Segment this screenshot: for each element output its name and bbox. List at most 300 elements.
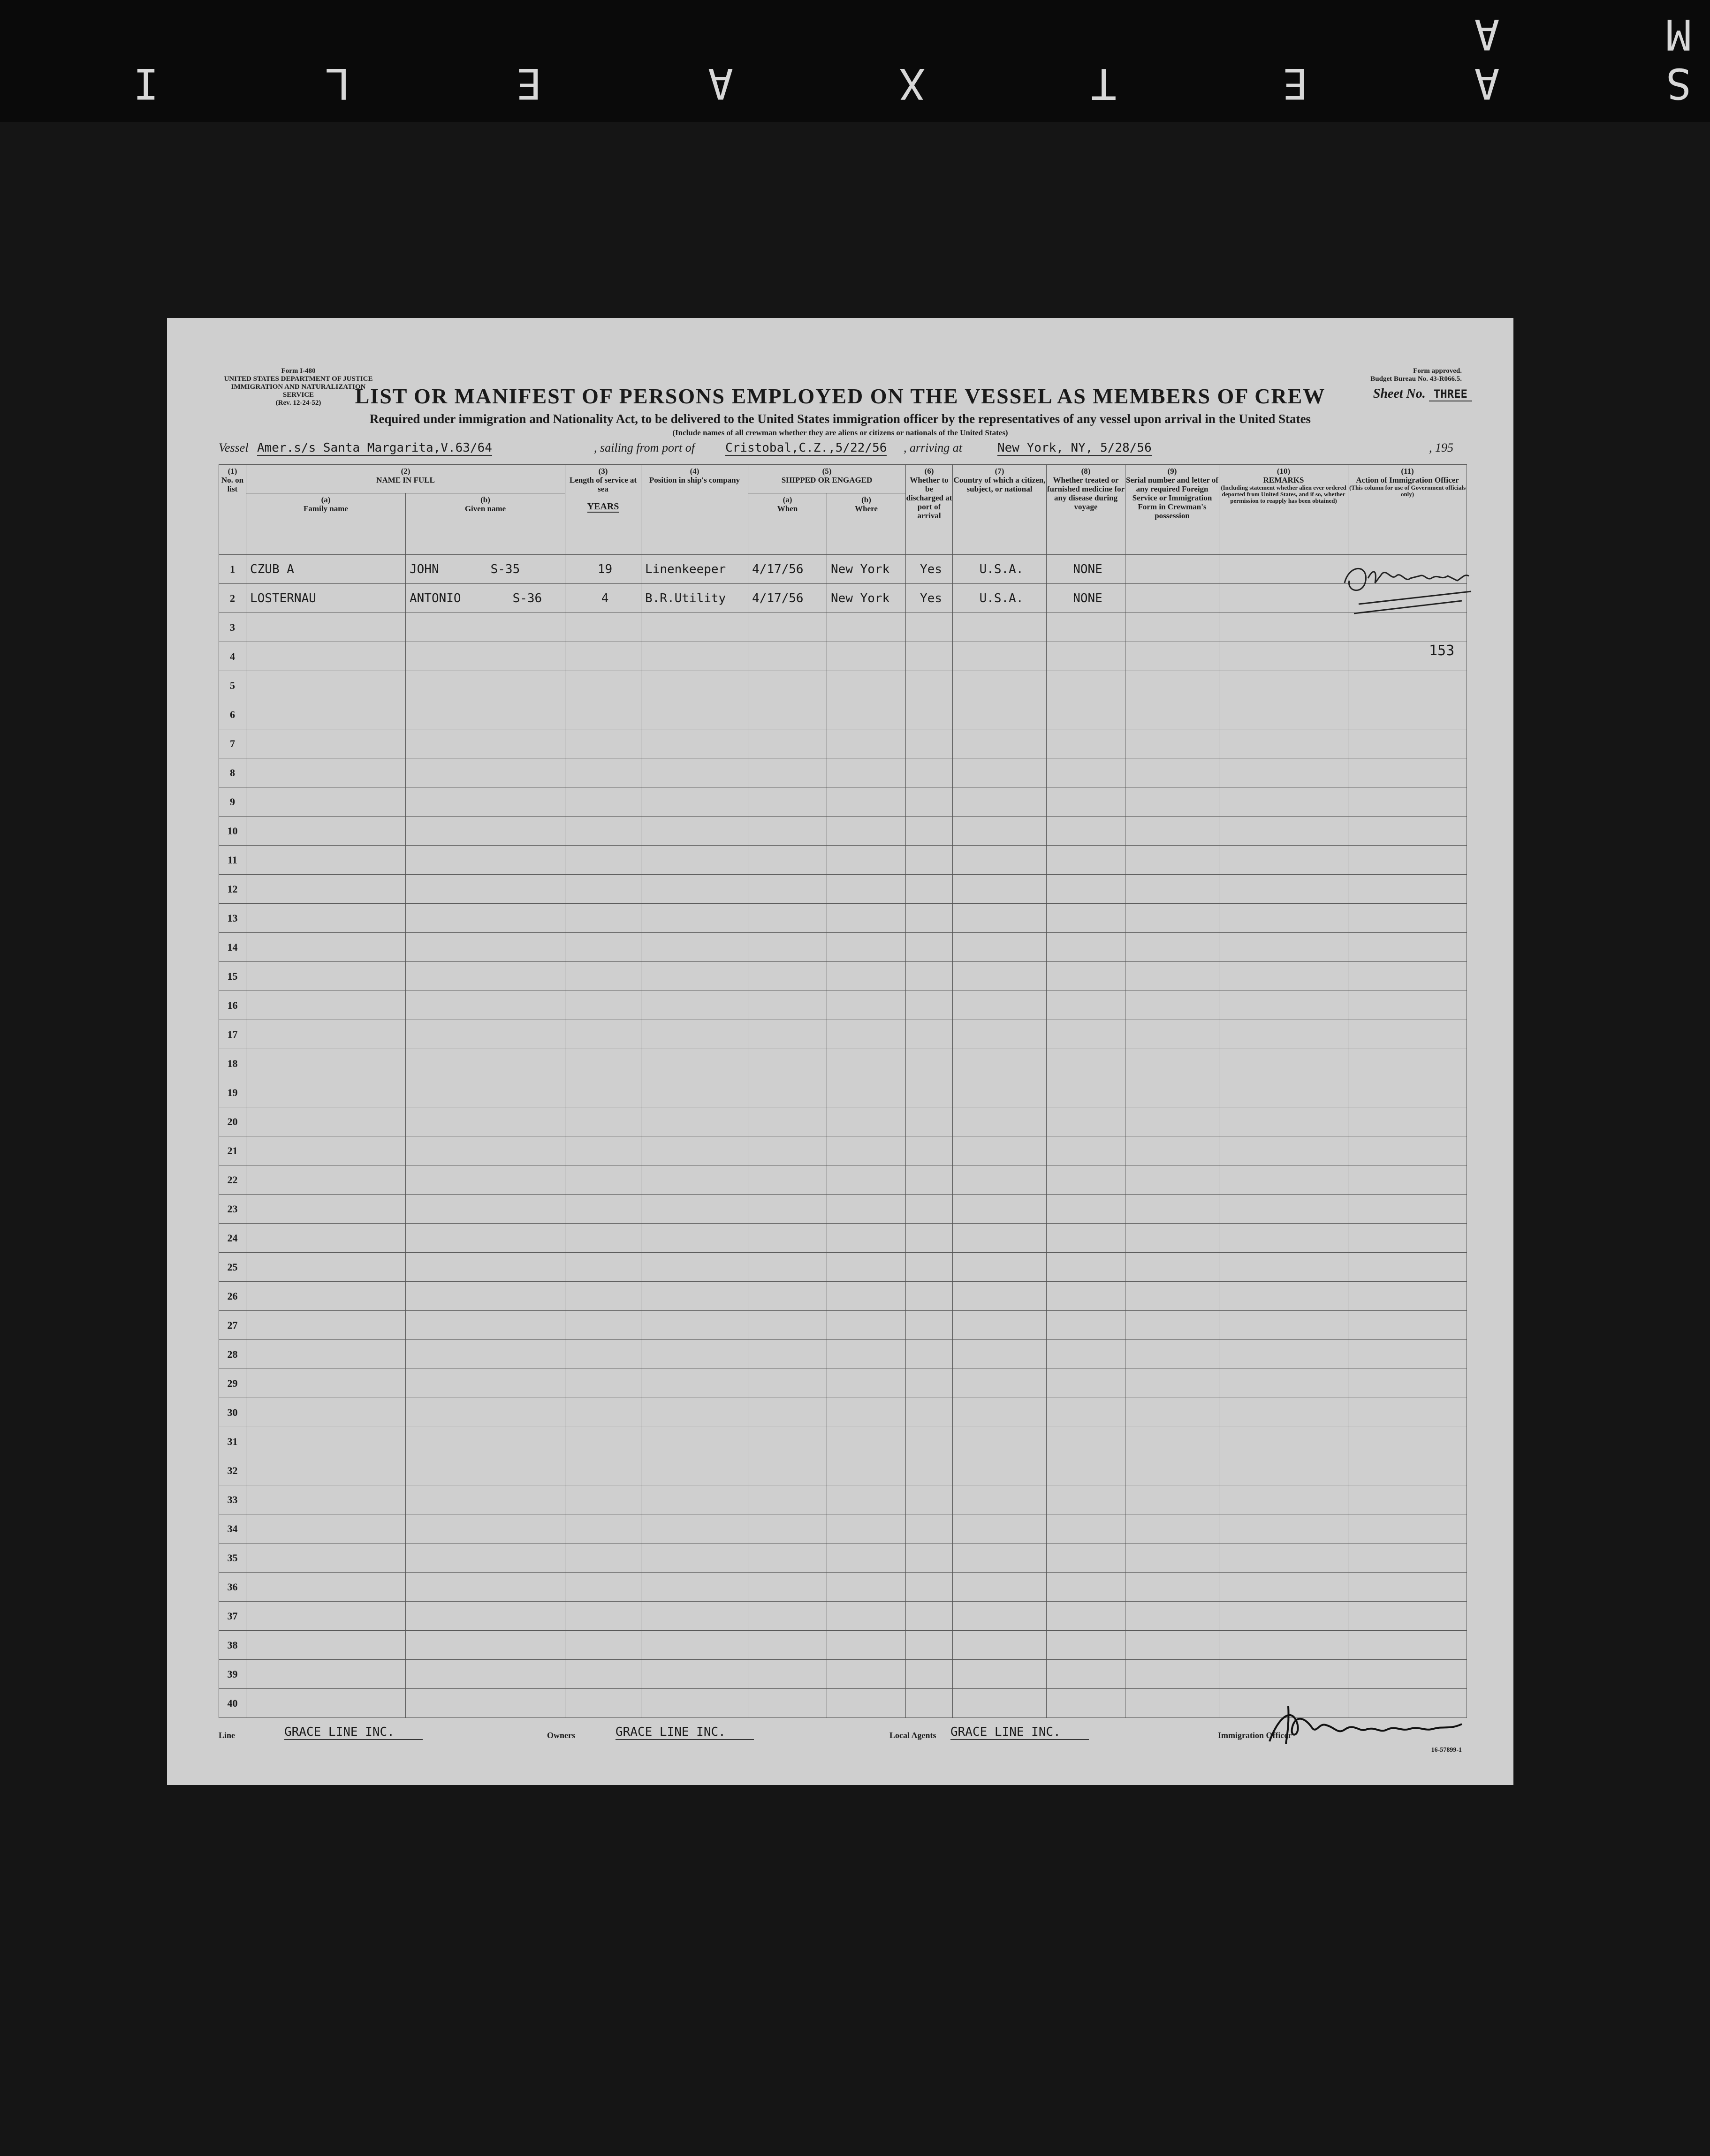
row-number: 17 [219,1020,246,1049]
cell-where [827,933,906,962]
row-number: 22 [219,1165,246,1195]
cell-country [953,1689,1047,1718]
cell-medicine [1047,991,1125,1020]
cell-given-name [406,1631,565,1660]
cell-position: Linenkeeper [641,555,748,584]
table-row [219,1543,1467,1573]
cell-serial [1125,1514,1219,1543]
cell-country [953,729,1047,758]
cell-serial [1125,1224,1219,1253]
cell-where [827,729,906,758]
cell-medicine [1047,904,1125,933]
year-label: , 195 [1429,441,1453,454]
cell-family [246,613,406,642]
table-row [219,584,1467,613]
cell-discharged [906,1311,953,1340]
cell-serial [1125,1602,1219,1631]
cell-family [246,846,406,875]
cell-medicine [1047,1456,1125,1485]
cell-where [827,1195,906,1224]
cell-years [565,1282,641,1311]
cell-position [641,1485,748,1514]
cell-family [246,729,406,758]
cell-discharged [906,1631,953,1660]
cell-family [246,1514,406,1543]
cell-serial [1125,933,1219,962]
cell-given-name [406,1165,565,1195]
row-number: 30 [219,1398,246,1427]
cell-country [953,1602,1047,1631]
cell-given-name [406,875,565,904]
vessel-name: Amer.s/s Santa Margarita,V.63/64 [257,441,492,455]
cell-country [953,613,1047,642]
table-row [219,991,1467,1020]
cell-serial [1125,817,1219,846]
sheet-number-value: THREE [1429,387,1472,401]
cell-remarks [1219,933,1348,962]
cell-position [641,1398,748,1427]
table-row [219,1514,1467,1543]
cell-remarks [1219,1253,1348,1282]
cell-when [748,1369,827,1398]
cell-where [827,700,906,729]
cell-years [565,1514,641,1543]
cell-remarks [1219,1514,1348,1543]
cell-family [246,933,406,962]
cell-discharged [906,1340,953,1369]
cell-discharged [906,846,953,875]
cell-remarks [1219,1311,1348,1340]
row-number: 28 [219,1340,246,1369]
table-row [219,1602,1467,1631]
cell-where [827,817,906,846]
cell-given-name [406,1573,565,1602]
col-action-header: (11) Action of Immigration Officer (This column for use of Government officials only) [1348,465,1467,555]
cell-position [641,787,748,817]
cell-medicine [1047,1660,1125,1689]
crew-code: S-35 [490,562,520,576]
cell-remarks [1219,584,1348,613]
cell-country [953,671,1047,700]
cell-when [748,1253,827,1282]
cell-family [246,1602,406,1631]
row-number: 15 [219,962,246,991]
cell-where [827,613,906,642]
table-row [219,1107,1467,1136]
cell-action [1348,1660,1467,1689]
cell-given-name [406,758,565,787]
cell-country: U.S.A. [953,555,1047,584]
cell-serial [1125,1107,1219,1136]
cell-position [641,1340,748,1369]
cell-given-name [406,1107,565,1136]
cell-years [565,1253,641,1282]
cell-country [953,1049,1047,1078]
sheet-number [1373,386,1472,401]
cell-discharged [906,1660,953,1689]
col-discharged-header: (6) Whether to be discharged at port of arrival [906,465,953,555]
cell-family [246,962,406,991]
cell-when [748,613,827,642]
include-note: (Include names of all crewman whether they are aliens or citizens or nationals of the United States) [672,428,1008,437]
cell-when [748,1456,827,1485]
cell-when [748,1427,827,1456]
cell-where [827,962,906,991]
cell-when [748,1485,827,1514]
cell-years [565,991,641,1020]
cell-country: U.S.A. [953,584,1047,613]
cell-action [1348,875,1467,904]
cell-years [565,729,641,758]
cell-action [1348,817,1467,846]
cell-years [565,933,641,962]
col-serial-header: (9) Serial number and letter of any required Foreign Service or Immigration Form in Crewman's possession [1125,465,1219,555]
row-number: 29 [219,1369,246,1398]
cell-serial [1125,962,1219,991]
cell-serial [1125,904,1219,933]
cell-country [953,1078,1047,1107]
cell-medicine [1047,1136,1125,1165]
crew-table [219,464,1467,1718]
cell-years [565,758,641,787]
cell-discharged [906,1020,953,1049]
cell-remarks [1219,1631,1348,1660]
cell-when [748,1020,827,1049]
cell-where [827,758,906,787]
cell-family [246,1398,406,1427]
cell-given-name [406,1136,565,1165]
cell-given-name [406,700,565,729]
cell-given-name [406,1195,565,1224]
table-row [219,1049,1467,1078]
table-row [219,1078,1467,1107]
table-row [219,1020,1467,1049]
cell-medicine [1047,1602,1125,1631]
agents-label: Local Agents [889,1731,936,1740]
row-number: 35 [219,1543,246,1573]
cell-serial [1125,1340,1219,1369]
cell-remarks [1219,1485,1348,1514]
cell-years: 4 [565,584,641,613]
cell-action [1348,1165,1467,1195]
cell-country [953,1631,1047,1660]
cell-discharged [906,729,953,758]
cell-remarks [1219,991,1348,1020]
cell-when [748,642,827,671]
manifest-sheet [167,318,1513,1785]
col-when-header: (a) When [748,493,827,555]
cell-where [827,1165,906,1195]
cell-when [748,1398,827,1427]
cell-action [1348,1253,1467,1282]
cell-serial [1125,642,1219,671]
form-number: Form I-480 [281,367,316,375]
table-row [219,1369,1467,1398]
cell-years [565,1456,641,1485]
cell-action [1348,1078,1467,1107]
cell-where [827,1311,906,1340]
cell-given-name [406,1456,565,1485]
row-number: 10 [219,817,246,846]
cell-years [565,1224,641,1253]
cell-remarks [1219,1602,1348,1631]
cell-medicine [1047,1573,1125,1602]
cell-serial [1125,1049,1219,1078]
cell-position [641,1427,748,1456]
cell-discharged [906,758,953,787]
cell-remarks [1219,613,1348,642]
cell-discharged [906,787,953,817]
cell-action [1348,758,1467,787]
cell-family [246,1107,406,1136]
line-value: GRACE LINE INC. [284,1725,423,1740]
row-number: 4 [219,642,246,671]
table-row [219,613,1467,642]
col-family-name-header: (a) Family name [246,493,406,555]
cell-family [246,1369,406,1398]
cell-country [953,875,1047,904]
cell-discharged [906,1689,953,1718]
table-row [219,729,1467,758]
cell-position [641,1049,748,1078]
cell-family [246,991,406,1020]
cell-years [565,1078,641,1107]
cell-years: 19 [565,555,641,584]
cell-country [953,1020,1047,1049]
cell-given-name [406,846,565,875]
cell-country [953,1573,1047,1602]
row-number: 25 [219,1253,246,1282]
cell-years [565,1398,641,1427]
cell-remarks [1219,1078,1348,1107]
cell-given-name [406,1020,565,1049]
row-number: 1 [219,555,246,584]
cell-country [953,933,1047,962]
row-number: 37 [219,1602,246,1631]
cell-position [641,846,748,875]
cell-years [565,1631,641,1660]
cell-discharged [906,1253,953,1282]
cell-medicine [1047,962,1125,991]
cell-medicine: NONE [1047,584,1125,613]
cell-when [748,1078,827,1107]
cell-serial [1125,1573,1219,1602]
row-number: 16 [219,991,246,1020]
cell-serial [1125,700,1219,729]
cell-discharged [906,1136,953,1165]
cell-remarks [1219,1573,1348,1602]
cell-given-name [406,584,565,613]
cell-given-name [406,1311,565,1340]
row-number: 24 [219,1224,246,1253]
cell-years [565,817,641,846]
cell-medicine [1047,729,1125,758]
cell-family [246,700,406,729]
cell-position [641,1224,748,1253]
cell-serial [1125,1195,1219,1224]
cell-action [1348,991,1467,1020]
cell-years [565,1049,641,1078]
table-row [219,1165,1467,1195]
cell-years [565,962,641,991]
cell-medicine [1047,1107,1125,1136]
cell-where [827,1253,906,1282]
cell-when [748,875,827,904]
cell-years [565,1689,641,1718]
cell-action [1348,1311,1467,1340]
cell-medicine [1047,1427,1125,1456]
cell-discharged [906,1282,953,1311]
cell-country [953,1195,1047,1224]
cell-given-name [406,1049,565,1078]
cell-country [953,1456,1047,1485]
film-edge-text: S A E T X A E L I M A [62,9,1691,108]
cell-when [748,1631,827,1660]
cell-given-name [406,962,565,991]
cell-position [641,1543,748,1573]
officer-initials-signature [1340,555,1481,616]
owners-label: Owners [547,1731,575,1740]
cell-family [246,1253,406,1282]
cell-serial [1125,1543,1219,1573]
cell-position: B.R.Utility [641,584,748,613]
given-name: ANTONIO [410,591,461,605]
table-row [219,817,1467,846]
budget-bureau-no: Budget Bureau No. 43-R066.5. [1370,375,1462,383]
cell-discharged [906,1602,953,1631]
cell-family [246,1224,406,1253]
departure-port: Cristobal,C.Z.,5/22/56 [725,441,887,455]
cell-given-name [406,1543,565,1573]
cell-when [748,1165,827,1195]
cell-family [246,1427,406,1456]
cell-country [953,1660,1047,1689]
cell-medicine [1047,933,1125,962]
cell-where [827,1631,906,1660]
cell-family [246,904,406,933]
col-service-header: (3) Length of service at sea YEARS [565,465,641,555]
cell-years [565,1660,641,1689]
cell-position [641,613,748,642]
cell-discharged [906,1485,953,1514]
cell-family [246,1282,406,1311]
cell-action [1348,933,1467,962]
cell-remarks [1219,700,1348,729]
col-country-header: (7) Country of which a citizen, subject, or national [953,465,1047,555]
row-number: 14 [219,933,246,962]
cell-when [748,1311,827,1340]
cell-position [641,671,748,700]
stamped-number: 153 [1429,643,1455,659]
cell-where [827,1078,906,1107]
cell-given-name [406,904,565,933]
cell-serial [1125,671,1219,700]
cell-when [748,1049,827,1078]
cell-position [641,729,748,758]
cell-country [953,758,1047,787]
cell-serial [1125,1078,1219,1107]
cell-country [953,700,1047,729]
cell-discharged [906,962,953,991]
cell-remarks [1219,1020,1348,1049]
table-row [219,962,1467,991]
cell-years [565,1195,641,1224]
cell-where [827,1573,906,1602]
cell-serial [1125,1165,1219,1195]
cell-where [827,787,906,817]
col-where-header: (b) Where [827,493,906,555]
cell-years [565,1020,641,1049]
cell-given-name [406,1369,565,1398]
row-number: 39 [219,1660,246,1689]
cell-action [1348,1398,1467,1427]
cell-medicine [1047,1311,1125,1340]
cell-action [1348,1282,1467,1311]
table-row [219,1398,1467,1427]
row-number: 11 [219,846,246,875]
cell-when [748,1107,827,1136]
cell-family [246,1136,406,1165]
cell-medicine [1047,1253,1125,1282]
cell-remarks [1219,1107,1348,1136]
sheet-number-label: Sheet No. [1373,386,1426,401]
cell-medicine [1047,1340,1125,1369]
cell-when [748,758,827,787]
row-number: 8 [219,758,246,787]
cell-remarks [1219,1282,1348,1311]
cell-where [827,846,906,875]
cell-discharged [906,671,953,700]
cell-medicine [1047,1049,1125,1078]
cell-where [827,1020,906,1049]
cell-where [827,1340,906,1369]
row-number: 13 [219,904,246,933]
cell-medicine [1047,1195,1125,1224]
cell-position [641,1369,748,1398]
cell-remarks [1219,671,1348,700]
cell-medicine [1047,1078,1125,1107]
cell-country [953,1165,1047,1195]
row-number: 38 [219,1631,246,1660]
cell-discharged [906,933,953,962]
cell-when [748,1602,827,1631]
cell-remarks [1219,1427,1348,1456]
cell-years [565,1427,641,1456]
cell-serial [1125,991,1219,1020]
cell-remarks [1219,1340,1348,1369]
cell-serial [1125,1253,1219,1282]
cell-where [827,991,906,1020]
cell-where [827,1282,906,1311]
row-number: 33 [219,1485,246,1514]
cell-years [565,846,641,875]
cell-family [246,758,406,787]
cell-years [565,1165,641,1195]
cell-serial [1125,1369,1219,1398]
cell-given-name [406,991,565,1020]
row-number: 27 [219,1311,246,1340]
cell-position [641,1660,748,1689]
cell-where [827,671,906,700]
cell-discharged [906,1573,953,1602]
cell-when [748,1282,827,1311]
table-row [219,1631,1467,1660]
cell-medicine [1047,1165,1125,1195]
cell-given-name [406,1398,565,1427]
cell-medicine [1047,1224,1125,1253]
cell-remarks [1219,1165,1348,1195]
cell-family [246,671,406,700]
